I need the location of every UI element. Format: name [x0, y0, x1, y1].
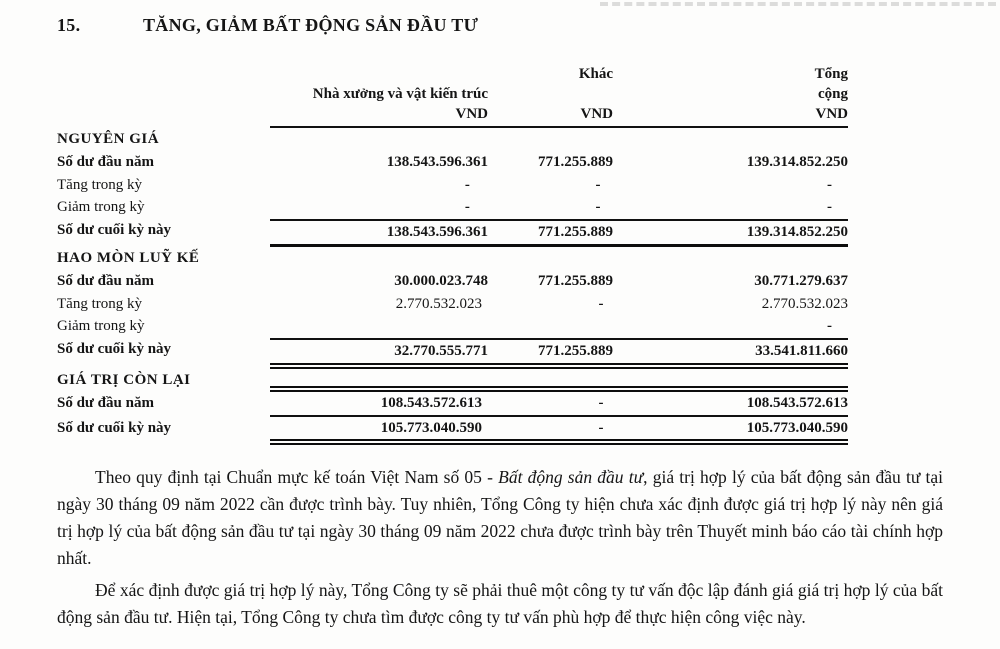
- scan-noise-artifact: [600, 2, 996, 6]
- cell-value: 30.000.023.748: [394, 272, 488, 289]
- row-label: Số dư đầu năm: [57, 153, 154, 170]
- row-label: Số dư đầu năm: [57, 272, 154, 289]
- note-text: , giá trị hợp lý của bất động sản đầu tư tại ngày 30 tháng 09 năm 2022 cần được trình bày. Tuy nhiên, Tổng Công ty hiện chưa xác định được giá trị hợp lý này nên giá trị hợp lý của bất động sản đầu tư tại ngày 30 tháng 09 năm 2022 chưa được trình bày trên Thuyết minh báo cáo tài chính hợp nhất.: [57, 467, 943, 569]
- column-label: Khác: [578, 66, 613, 82]
- table-row-cost-decrease: [57, 196, 943, 219]
- cell-value: -: [827, 176, 832, 193]
- table-row-cost-closing: [57, 219, 943, 247]
- cell-value: 33.541.811.660: [755, 343, 848, 360]
- cell-value: 139.314.852.250: [746, 153, 848, 170]
- cell-value: 108.543.572.613: [746, 394, 849, 411]
- column-unit: VND: [455, 106, 488, 122]
- table-row-cost-opening: [57, 151, 943, 174]
- row-label: Số dư cuối kỳ này: [57, 419, 172, 436]
- row-label: Giảm trong kỳ: [57, 199, 145, 216]
- row-label: HAO MÒN LUỸ KẾ: [57, 249, 200, 266]
- column-unit: VND: [815, 106, 848, 122]
- section-heading: [57, 14, 943, 36]
- table-row-cost-section: [57, 128, 943, 151]
- cell-value: -: [598, 295, 604, 312]
- cell-value: 139.314.852.250: [746, 224, 848, 241]
- table-row-depreciation-section: [57, 247, 943, 270]
- row-label: Số dư cuối kỳ này: [57, 222, 172, 239]
- row-label: NGUYÊN GIÁ: [57, 131, 160, 147]
- table-row-cost-increase: [57, 174, 943, 197]
- column-header-buildings: [270, 64, 488, 124]
- cell-value: 105.773.040.590: [746, 419, 849, 436]
- column-label: cộng: [818, 86, 848, 102]
- cell-value: -: [595, 176, 601, 193]
- column-label: Tổng: [814, 66, 848, 82]
- table-row-depreciation-closing: [57, 338, 943, 369]
- table-row-depreciation-increase: [57, 293, 943, 316]
- note-paragraph-1: [57, 464, 943, 572]
- table-row-depreciation-decrease: [57, 315, 943, 338]
- cell-value: -: [464, 199, 470, 216]
- cell-value: 30.771.279.637: [754, 272, 848, 289]
- note-text-italic: Bất động sản đầu tư: [498, 467, 644, 488]
- table-row-depreciation-opening: [57, 270, 943, 293]
- section-title: TĂNG, GIẢM BẤT ĐỘNG SẢN ĐẦU TƯ: [143, 15, 479, 35]
- cell-value: 771.255.889: [538, 343, 613, 360]
- cell-value: -: [464, 176, 470, 193]
- note-text: Theo quy định tại Chuẩn mực kế toán Việt Nam số 05 -: [95, 467, 499, 488]
- header-spacer: [488, 84, 613, 104]
- cell-value: 138.543.596.361: [386, 153, 488, 170]
- cell-value: -: [595, 199, 601, 216]
- cell-value: 2.770.532.023: [761, 295, 849, 312]
- cell-value: 108.543.572.613: [380, 394, 482, 411]
- row-label: Giảm trong kỳ: [57, 318, 145, 335]
- cell-value: 771.255.889: [538, 272, 613, 289]
- investment-property-table: [57, 64, 943, 445]
- column-label: Nhà xưởng và vật kiến trúc: [312, 86, 488, 102]
- table-row-nbv-opening: [57, 392, 943, 417]
- row-label: GIÁ TRỊ CÒN LẠI: [57, 371, 191, 388]
- notes-section: [57, 464, 943, 631]
- table-header: [57, 64, 943, 128]
- cell-value: 771.255.889: [538, 153, 613, 170]
- table-row-nbv-section: [57, 369, 943, 392]
- cell-value: -: [598, 394, 604, 411]
- table-row-nbv-closing: [57, 417, 943, 446]
- row-label: Số dư đầu năm: [57, 394, 154, 411]
- cell-value: 771.255.889: [538, 224, 613, 241]
- section-number: 15.: [57, 15, 81, 35]
- column-unit: VND: [580, 106, 613, 122]
- cell-value: -: [598, 419, 604, 436]
- cell-value: 32.770.555.771: [394, 343, 488, 360]
- column-header-total: [613, 64, 848, 124]
- row-label: Số dư cuối kỳ này: [57, 341, 172, 358]
- note-paragraph-2: Để xác định được giá trị hợp lý này, Tổng Công ty sẽ phải thuê một công ty tư vấn độc lập đánh giá giá trị hợp lý của bất động sản đầu tư. Hiện tại, Tổng Công ty chưa tìm được công ty tư vấn phù hợp để thực hiện công việc này.: [57, 580, 943, 628]
- cell-value: -: [827, 199, 832, 216]
- row-label: Tăng trong kỳ: [57, 295, 142, 312]
- column-header-other: [488, 64, 613, 124]
- cell-value: 2.770.532.023: [395, 295, 482, 312]
- row-label: Tăng trong kỳ: [57, 176, 142, 193]
- cell-value: 105.773.040.590: [380, 419, 482, 436]
- cell-value: -: [827, 318, 833, 335]
- cell-value: 138.543.596.361: [386, 224, 488, 241]
